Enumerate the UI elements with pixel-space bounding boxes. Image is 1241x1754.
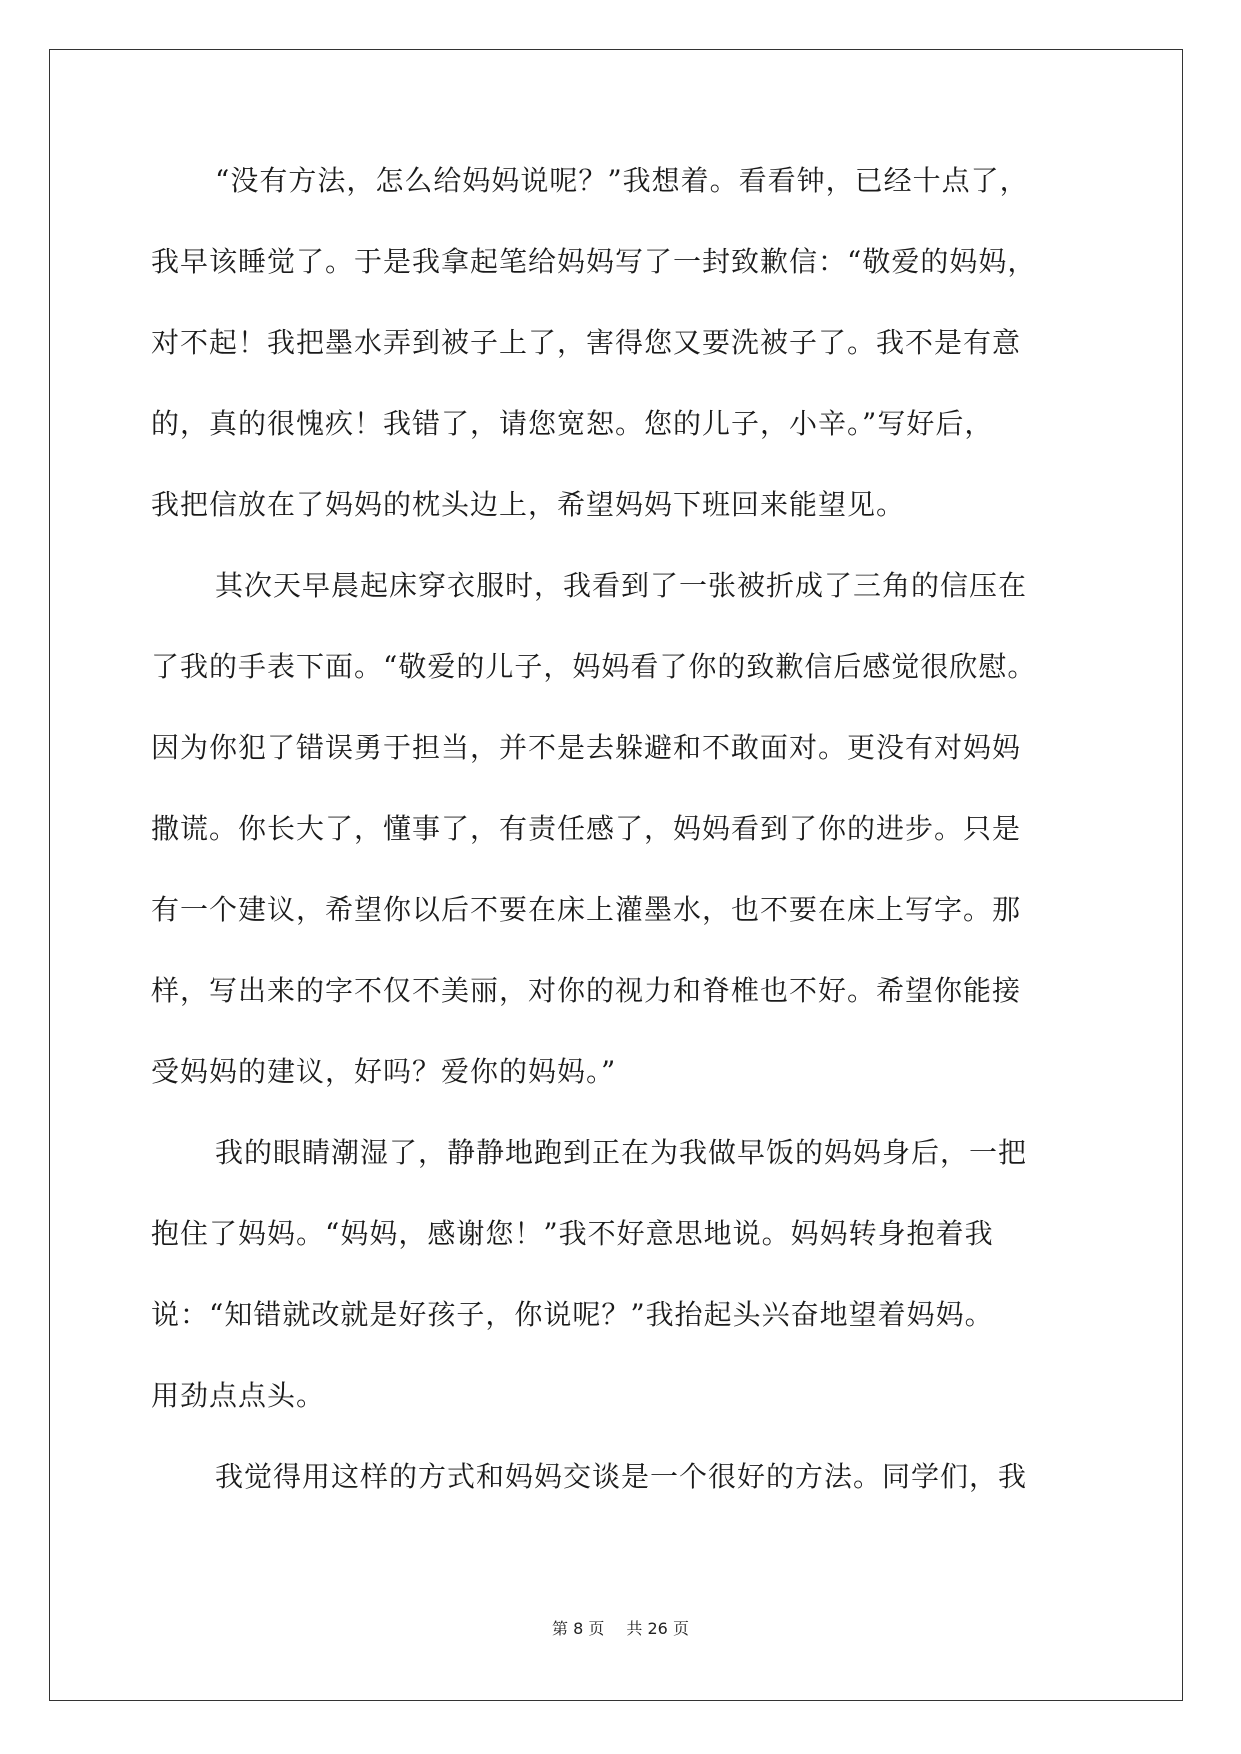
text-line: 有一个建议，希望你以后不要在床上灌墨水，也不要在床上写字。那 xyxy=(151,893,1022,926)
text-line: 说：“知错就改就是好孩子，你说呢？”我抬起头兴奋地望着妈妈。 xyxy=(151,1298,994,1331)
text-line: “没有方法，怎么给妈妈说呢？”我想着。看看钟，已经十点了， xyxy=(215,164,1029,197)
text-line: 我早该睡觉了。于是我拿起笔给妈妈写了一封致歉信：“敬爱的妈妈， xyxy=(151,245,1037,278)
text-line: 受妈妈的建议，好吗？爱你的妈妈。” xyxy=(151,1055,617,1088)
page-footer xyxy=(0,1616,1241,1639)
body-text xyxy=(151,164,1091,1541)
text-line: 我的眼睛潮湿了，静静地跑到正在为我做早饭的妈妈身后，一把 xyxy=(215,1136,1028,1169)
text-line: 抱住了妈妈。“妈妈，感谢您！”我不好意思地说。妈妈转身抱着我 xyxy=(151,1217,994,1250)
text-line: 样，写出来的字不仅不美丽，对你的视力和脊椎也不好。希望你能接 xyxy=(151,974,1022,1007)
page-number-total: 共 26 页 xyxy=(626,1619,689,1638)
text-line: 了我的手表下面。“敬爱的儿子，妈妈看了你的致歉信后感觉很欣慰。 xyxy=(151,650,1037,683)
text-line: 我觉得用这样的方式和妈妈交谈是一个很好的方法。同学们，我 xyxy=(215,1460,1028,1493)
text-line: 我把信放在了妈妈的枕头边上，希望妈妈下班回来能望见。 xyxy=(151,488,906,521)
text-line: 对不起！我把墨水弄到被子上了，害得您又要洗被子了。我不是有意 xyxy=(151,326,1022,359)
text-line: 撒谎。你长大了，懂事了，有责任感了，妈妈看到了你的进步。只是 xyxy=(151,812,1022,845)
text-line: 其次天早晨起床穿衣服时，我看到了一张被折成了三角的信压在 xyxy=(215,569,1028,602)
text-line: 用劲点点头。 xyxy=(151,1379,326,1412)
text-line: 因为你犯了错误勇于担当，并不是去躲避和不敢面对。更没有对妈妈 xyxy=(151,731,1022,764)
text-line: 的，真的很愧疚！我错了，请您宽恕。您的儿子，小辛。”写好后， xyxy=(151,407,994,440)
page-number-current: 第 8 页 xyxy=(552,1619,605,1638)
